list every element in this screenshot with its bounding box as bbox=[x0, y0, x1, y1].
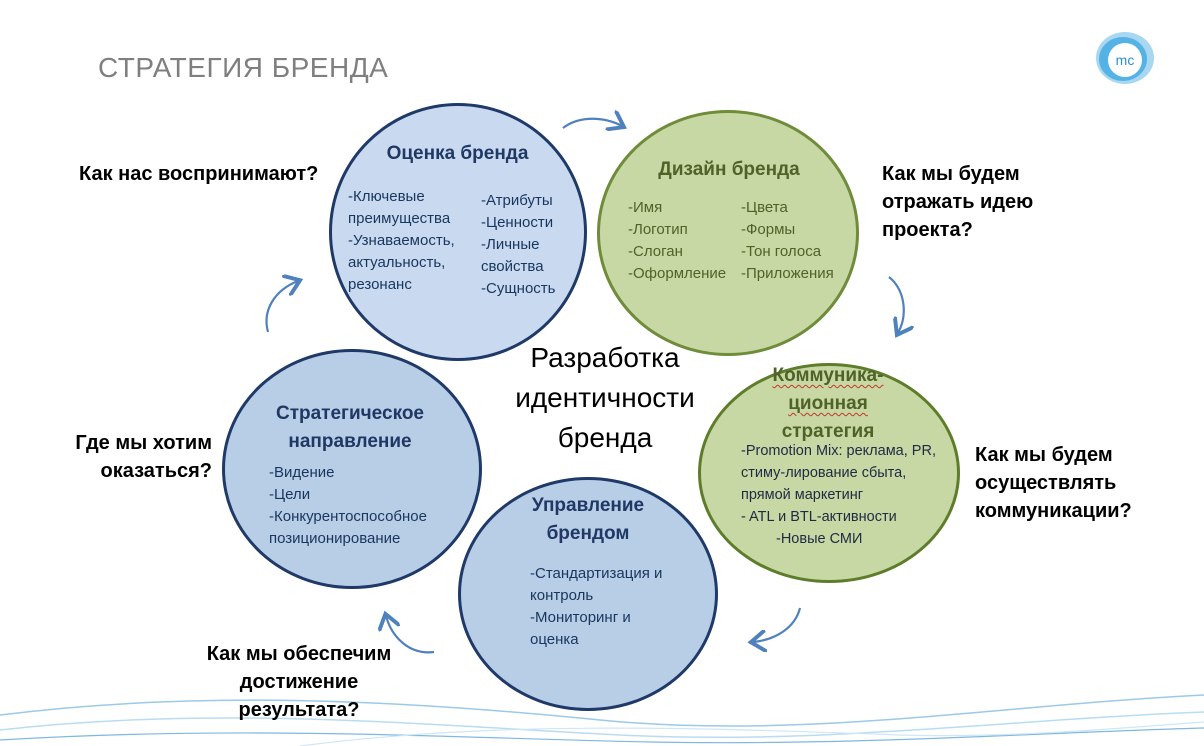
list-item: -Стандартизация и bbox=[530, 565, 663, 582]
list-item: позиционирование bbox=[269, 530, 401, 547]
list-item: прямой маркетинг bbox=[741, 487, 863, 503]
list-item: -Мониторинг и bbox=[530, 609, 631, 626]
question-line: отражать идею bbox=[882, 191, 1034, 213]
question-line: Как мы будем bbox=[882, 163, 1020, 185]
list-item: стиму-лирование сбыта, bbox=[741, 465, 907, 481]
question-reflect bbox=[882, 160, 1033, 244]
list-item: -Ключевые bbox=[348, 188, 425, 205]
list-item: -Логотип bbox=[628, 221, 688, 238]
list-item: -Имя bbox=[628, 199, 663, 216]
question-line: Где мы хотим bbox=[75, 432, 212, 454]
arrow-right-top bbox=[889, 277, 904, 333]
list-item: -Приложения bbox=[741, 265, 834, 282]
heading-line: направление bbox=[288, 431, 412, 452]
question-line: результата? bbox=[238, 699, 360, 721]
arrow-top bbox=[563, 119, 622, 128]
question-line: достижение bbox=[239, 671, 359, 693]
question-perceive: Как нас воспринимают? bbox=[79, 163, 319, 185]
logo-text: mc bbox=[1115, 52, 1135, 68]
list-item: -Конкурентоспособное bbox=[269, 508, 427, 525]
question-line: коммуникации? bbox=[975, 500, 1132, 522]
node-brand-design-col1 bbox=[628, 197, 726, 285]
page-title: СТРАТЕГИЯ БРЕНДА bbox=[98, 52, 389, 83]
heading-line: брендом bbox=[546, 523, 630, 544]
list-item: -Цели bbox=[269, 486, 311, 503]
list-item: -Цвета bbox=[741, 199, 788, 216]
node-communication-strategy-heading bbox=[740, 362, 916, 446]
node-brand-management-heading bbox=[498, 492, 678, 548]
list-item: -Оформление bbox=[628, 265, 727, 282]
list-item: преимущества bbox=[348, 210, 451, 227]
list-item: -Формы bbox=[741, 221, 796, 238]
question-communicate bbox=[975, 441, 1132, 525]
arrow-right-bottom bbox=[753, 608, 800, 642]
node-brand-design-col2 bbox=[741, 197, 834, 285]
heading-line: ционная bbox=[788, 393, 868, 414]
list-item: резонанс bbox=[348, 276, 412, 293]
list-item: -Ценности bbox=[481, 214, 554, 231]
list-item: -Слоган bbox=[628, 243, 683, 260]
node-brand-assessment-heading: Оценка бренда bbox=[386, 143, 529, 164]
list-item: -Личные bbox=[481, 236, 540, 253]
arrow-left bbox=[267, 281, 298, 332]
node-brand-assessment-col2 bbox=[481, 190, 555, 300]
heading-line: Управление bbox=[531, 495, 645, 516]
node-strategic-direction-heading bbox=[250, 400, 450, 456]
node-strategic-direction-list bbox=[269, 462, 427, 550]
question-line: оказаться? bbox=[100, 460, 212, 482]
node-brand-assessment-col1 bbox=[348, 186, 455, 296]
list-item: -Сущность bbox=[481, 280, 556, 297]
list-item: -Promotion Mix: реклама, PR, bbox=[741, 443, 936, 459]
list-item: свойства bbox=[481, 258, 544, 275]
center-label-line: бренда bbox=[557, 422, 653, 453]
list-item: оценка bbox=[530, 631, 579, 648]
heading-line: Стратегическое bbox=[275, 403, 424, 424]
list-item: -Атрибуты bbox=[481, 192, 553, 209]
center-label-line: Разработка bbox=[530, 342, 680, 373]
list-item: контроль bbox=[530, 587, 594, 604]
node-communication-strategy-list bbox=[741, 440, 936, 550]
center-label bbox=[500, 338, 710, 458]
question-ensure bbox=[200, 640, 398, 724]
list-item: -Новые СМИ bbox=[776, 531, 863, 547]
question-where bbox=[60, 429, 212, 485]
question-line: проекта? bbox=[882, 219, 973, 241]
center-label-line: идентичности bbox=[515, 382, 695, 413]
list-item: - ATL и BTL-активности bbox=[741, 509, 897, 525]
list-item: -Тон голоса bbox=[741, 243, 822, 260]
question-line: осуществлять bbox=[975, 472, 1117, 494]
node-brand-management-list bbox=[530, 563, 662, 651]
question-line: Как мы обеспечим bbox=[206, 643, 392, 665]
heading-line: Коммуника- bbox=[772, 365, 884, 386]
list-item: актуальность, bbox=[348, 254, 446, 271]
node-brand-design-heading: Дизайн бренда bbox=[658, 159, 800, 180]
list-item: -Узнаваемость, bbox=[348, 232, 455, 249]
list-item: -Видение bbox=[269, 464, 335, 481]
heading-line: стратегия bbox=[781, 421, 875, 442]
question-line: Как мы будем bbox=[975, 444, 1113, 466]
